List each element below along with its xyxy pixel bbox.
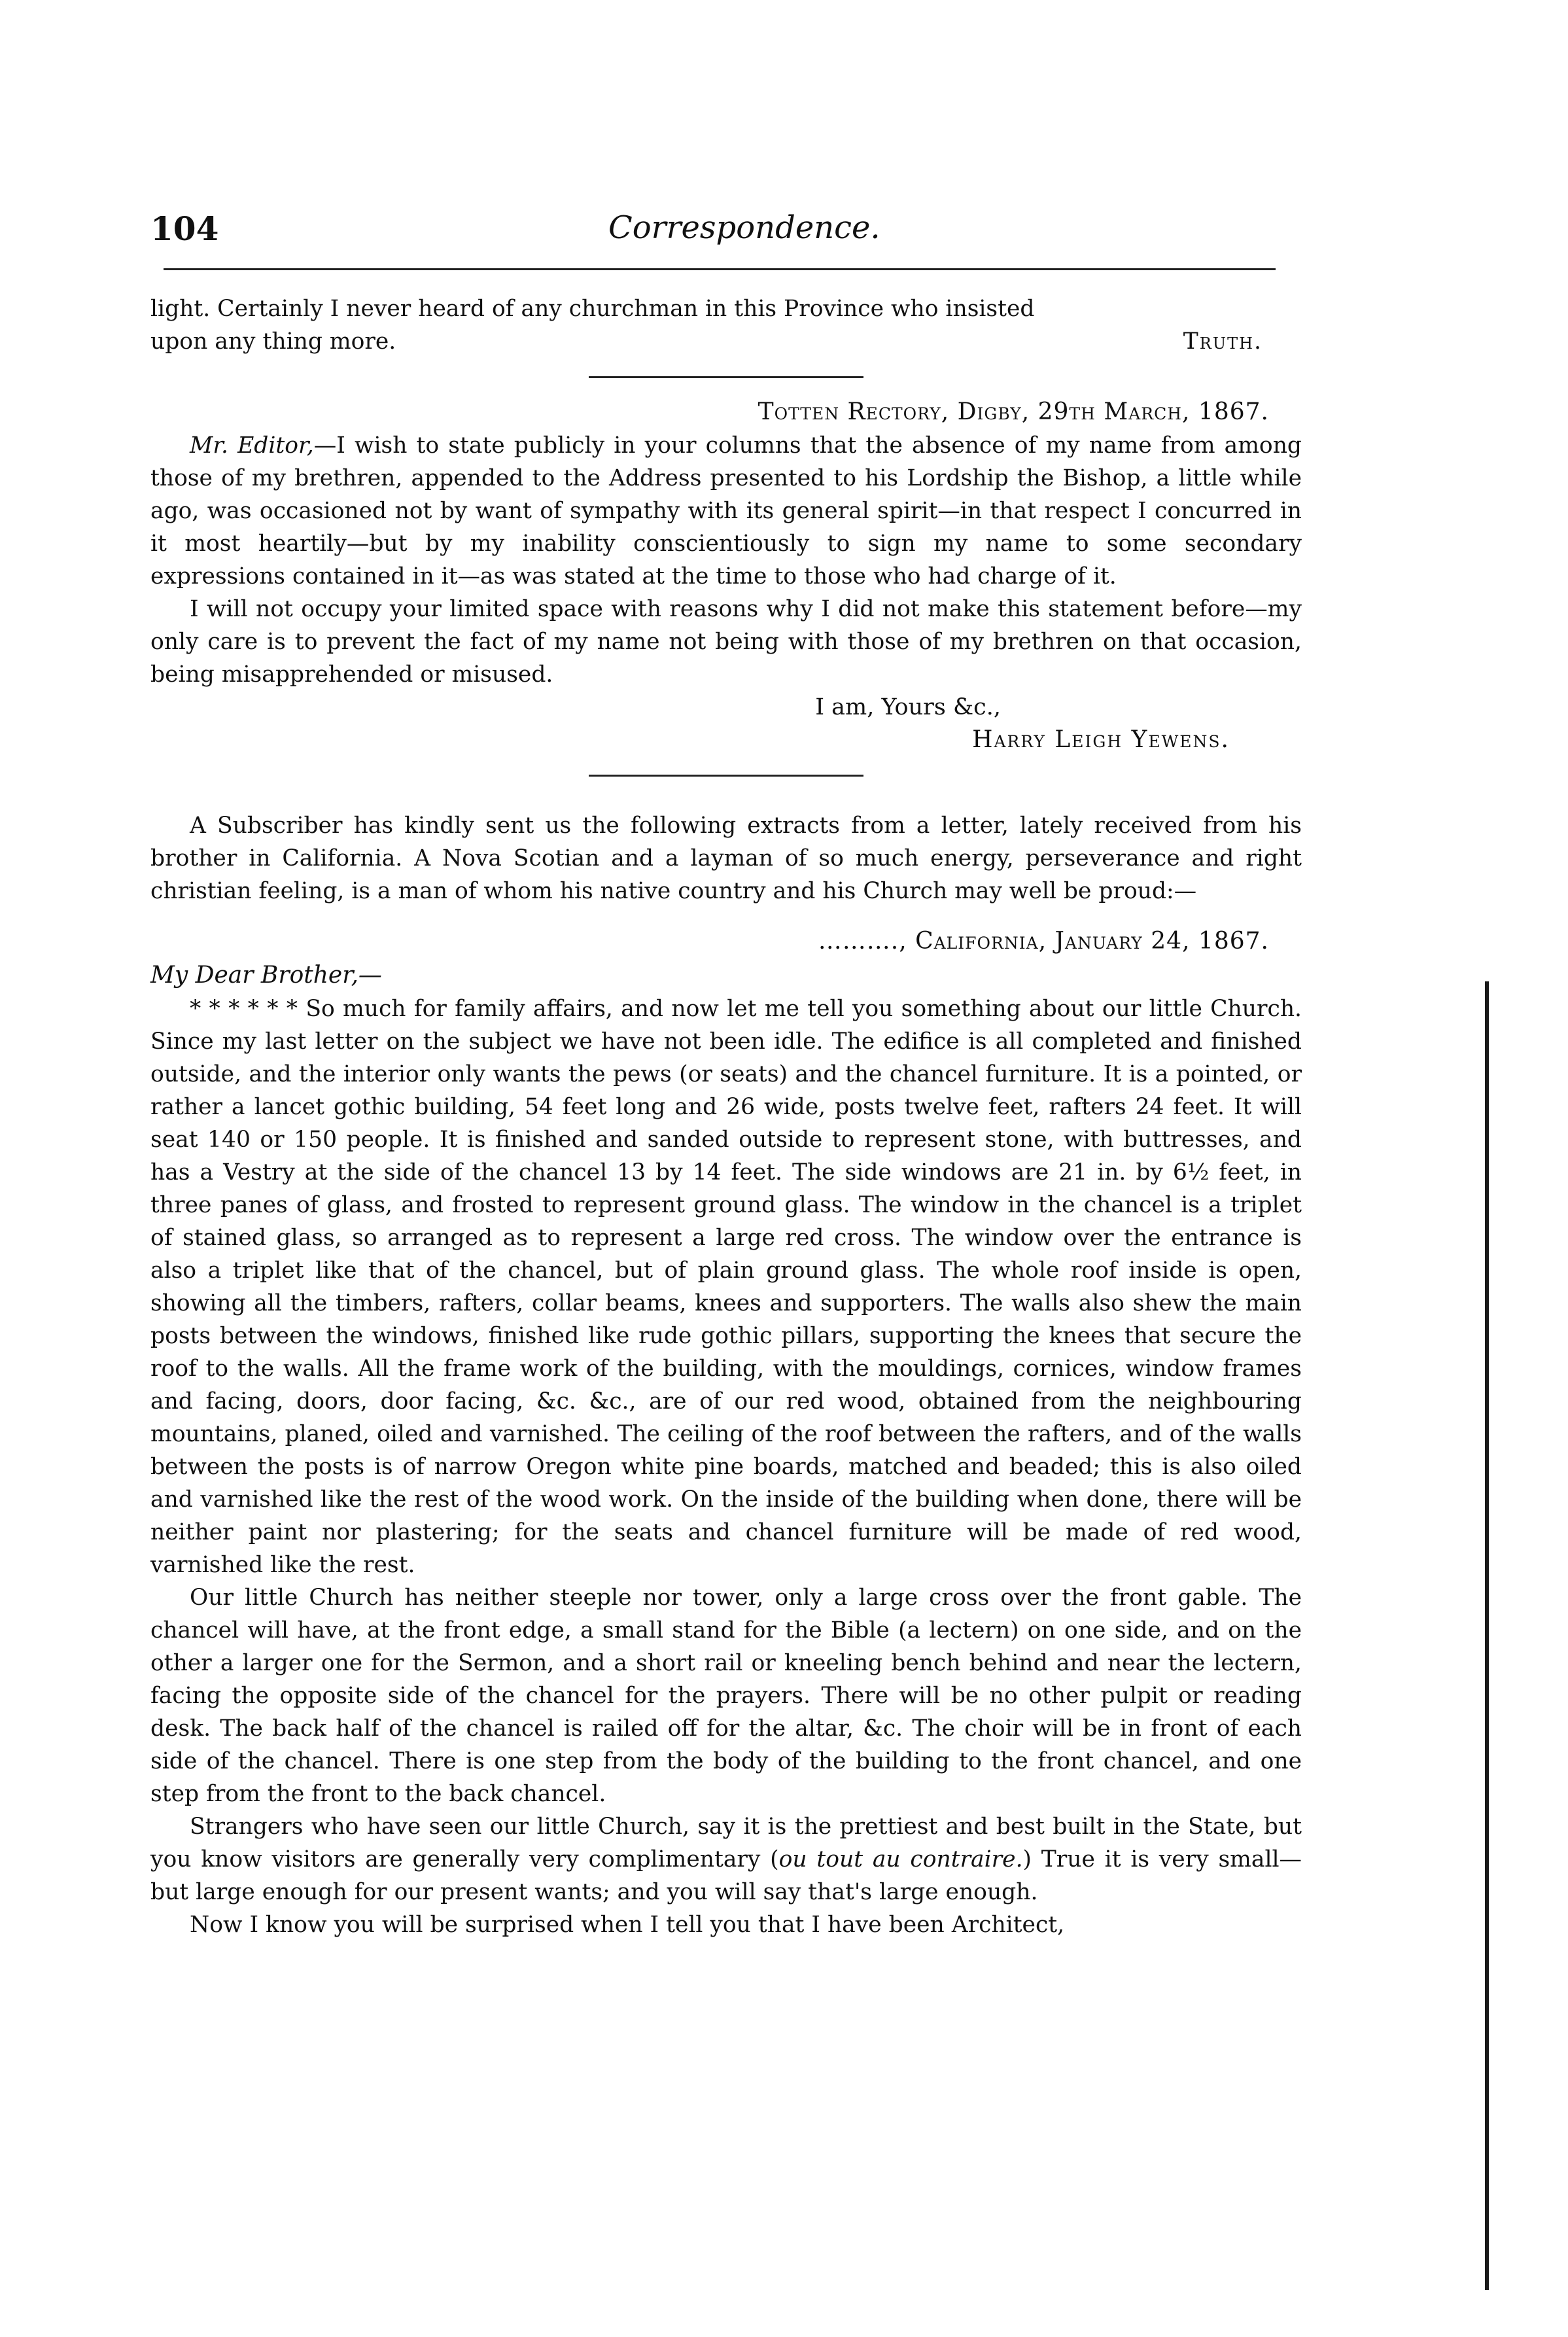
california-letter [150, 924, 1302, 1941]
binding-margin-line [1485, 981, 1489, 2290]
truth-signature: Truth. [1183, 328, 1263, 355]
running-title: Correspondence. [608, 209, 880, 246]
california-paragraph-1: * * * * * * So much for family affairs, and now let me tell you something about our little Church. Since my last letter on the subject we have not been idle. The edifice is all completed and finished outside, and the interior only wants the pews (or seats) and the chancel furniture. It is a pointed, or rather a lancet gothic building, 54 feet long and 26 wide, posts twelve feet, rafters 24 feet. It will seat 140 or 150 people. It is finished and sanded outside to represent stone, with buttresses, and has a Vestry at the side of the chancel 13 by 14 feet. The side windows are 21 in. by 6½ feet, in three panes of glass, and frosted to represent ground glass. The window in the chancel is a triplet of stained glass, so arranged as to represent a large red cross. The window over the entrance is also a triplet like that of the chancel, but of plain ground glass. The whole roof inside is open, showing all the timbers, rafters, collar beams, knees and supporters. The walls also shew the main posts between the windows, finished like rude gothic pillars, supporting the knees that secure the roof to the walls. All the frame work of the building, with the mouldings, cornices, window frames and facing, doors, door facing, &c. &c., are of our red wood, obtained from the neighbouring mountains, planed, oiled and varnished. The ceiling of the roof between the rafters, and of the walls between the posts is of narrow Oregon white pine boards, matched and beaded; this is also oiled and varnished like the rest of the wood work. On the inside of the building when done, there will be neither paint nor plastering; for the seats and chancel furniture will be made of red wood, varnished like the rest. [150, 996, 1302, 1578]
california-salutation: My Dear Brother,— [150, 962, 382, 989]
yewens-paragraph-1 [150, 429, 1302, 593]
california-paragraph-2: Our little Church has neither steeple nor tower, only a large cross over the front gable. The chancel will have, at the front edge, a small stand for the Bible (a lectern) on one side, and on the other a larger one for the Sermon, and a short rail or kneeling bench behind and near the lectern, facing the opposite side of the chancel for the prayers. There will be no other pulpit or reading desk. The back half of the chancel is railed off for the altar, &c. The choir will be in front of each side of the chancel. There is one step from the body of the building to the front chancel, and one step from the front to the back chancel. [150, 1585, 1302, 1807]
subscriber-intro [150, 809, 1302, 907]
yewens-paragraph-2: I will not occupy your limited space with reasons why I did not make this statement before—my only care is to prevent the fact of my name not being with those of my brethren on that occasion, being misapprehended or misused. [150, 596, 1302, 688]
yewens-salutation: Mr. Editor, [190, 432, 314, 459]
truth-last-line [150, 325, 1302, 358]
yewens-letter [150, 395, 1302, 756]
truth-letter [150, 292, 1302, 358]
yewens-closing: I am, Yours &c., [815, 694, 1001, 720]
subscriber-intro-text: A Subscriber has kindly sent us the following extracts from a letter, lately received from his brother in California. A Nova Scotian and a layman of so much energy, perseverance and right christian feeling, is a man of whom his native country and his Church may well be proud:— [150, 813, 1302, 904]
california-paragraph-3-b: ) True it is very small—but large enough for our present wants; and you will say that's large enough. [150, 1846, 1302, 1905]
page-number: 104 [150, 209, 219, 248]
truth-line-2: upon any thing more. [150, 328, 396, 355]
page [150, 196, 1302, 1941]
page-header [150, 196, 1302, 268]
yewens-paragraph-1-text: —I wish to state publicly in your columns that the absence of my name from among those of my brethren, appended to the Address presented to his Lordship the Bishop, a little while ago, was occasioned not by want of sympathy with its general spirit—in that respect I concurred in it most heartily—but by my inability conscientiously to sign my name to some secondary expressions contained in it—as was stated at the time to those who had charge of it. [150, 432, 1302, 589]
section-divider [589, 775, 863, 777]
yewens-dateline: Totten Rectory, Digby, 29th March, 1867. [758, 398, 1269, 425]
california-paragraph-4: Now I know you will be surprised when I tell you that I have been Architect, [190, 1912, 1065, 1938]
california-paragraph-3-italic: ou tout au contraire. [778, 1846, 1023, 1872]
section-divider [589, 376, 863, 378]
truth-line-1: light. Certainly I never heard of any churchman in this Province who insisted [150, 296, 1035, 322]
california-paragraph-3-a: Strangers who have seen our little Church, say it is the prettiest and best built in the State, but you know visitors are generally very complimentary ( [150, 1814, 1302, 1872]
california-paragraph-3 [150, 1810, 1302, 1908]
california-dateline: ………., California, January 24, 1867. [818, 928, 1269, 955]
yewens-signature: Harry Leigh Yewens. [972, 726, 1230, 753]
